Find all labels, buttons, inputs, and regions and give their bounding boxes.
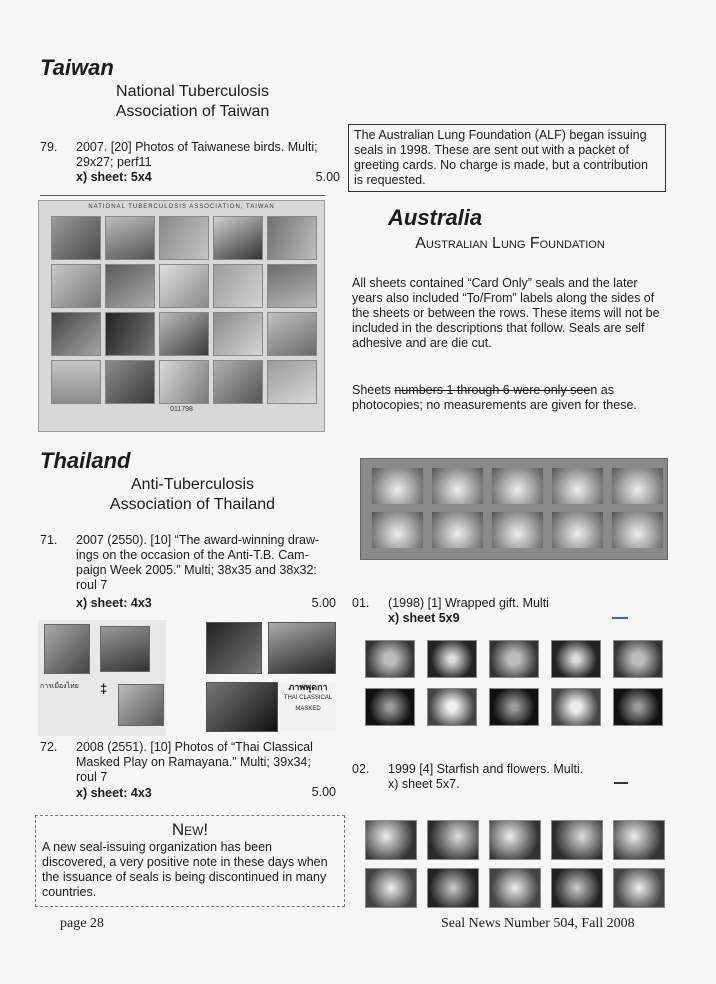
entry-number: 01. <box>352 596 370 610</box>
australia-entry-02 <box>352 762 652 794</box>
bird-stamp <box>159 264 209 308</box>
starfish-flowers-seals <box>365 640 665 730</box>
butterfly-seal <box>427 868 479 908</box>
bird-stamp <box>213 264 263 308</box>
butterfly-seals <box>365 820 665 920</box>
entry-price: 5.00 <box>311 596 336 610</box>
bird-stamp <box>213 312 263 356</box>
drawing-seal <box>100 626 150 672</box>
australia-entry-01 <box>352 596 652 628</box>
masked-play-seal <box>268 622 336 674</box>
price-dash <box>612 617 628 619</box>
entry-price: 5.00 <box>315 170 340 184</box>
entry-line: roul 7 <box>76 578 108 592</box>
masked-play-seal <box>206 682 278 732</box>
new-organization-box <box>35 815 345 907</box>
bird-stamp-grid <box>51 216 324 404</box>
gift-seal <box>431 511 484 549</box>
entry-line: Masked Play on Ramayana.” Multi; 39x34; <box>76 755 311 769</box>
note-text: Sheets <box>352 383 395 397</box>
starfish-seal <box>427 640 477 678</box>
australia-photocopy-note <box>352 383 660 413</box>
gift-seal <box>431 467 484 505</box>
australia-heading: Australia <box>388 205 483 230</box>
taiwan-heading: Taiwan <box>40 55 114 80</box>
entry-line: 2007 (2550). [10] “The award-winning draw- <box>76 533 320 547</box>
new-box-text: A new seal-issuing organization has been discovered, a very positive note in these days when the issuance of seals is being discontinued in many countries. <box>42 840 328 899</box>
bird-stamp <box>159 216 209 260</box>
drawing-seal <box>118 684 164 726</box>
divider <box>40 195 325 196</box>
thailand-entry-71 <box>40 533 340 613</box>
butterfly-seal <box>365 820 417 860</box>
thailand-seal-images <box>38 620 338 736</box>
entry-sheet: x) sheet: 4x3 <box>76 786 152 800</box>
australia-org-name: Australian Lung Foundation <box>415 235 605 252</box>
thailand-org-line1: Anti-Tuberculosis <box>130 476 254 493</box>
entry-price: 5.00 <box>311 785 336 799</box>
gift-seal <box>491 511 544 549</box>
bird-stamp <box>159 360 209 404</box>
entry-sheet: x) sheet: 5x4 <box>76 170 152 184</box>
new-box-title: New! <box>171 820 209 839</box>
starfish-seal <box>489 688 539 726</box>
australia-intro-paragraph: All sheets contained “Card Only” seals and the later years also included “To/From” labels along the sides of the sheets or between the rows. These items will not be included in the descriptions that follow. Seals are self adhesive and are die cut. <box>352 276 660 350</box>
flower-seal <box>551 688 601 726</box>
bird-stamp <box>213 360 263 404</box>
masked-play-seal <box>206 622 262 674</box>
entry-text <box>76 740 340 801</box>
bird-stamp <box>51 312 101 356</box>
gift-seal <box>371 511 424 549</box>
bird-stamp <box>105 312 155 356</box>
butterfly-seal <box>551 868 603 908</box>
bird-stamp <box>213 216 263 260</box>
taiwan-org-line2: Association of Taiwan <box>115 103 270 120</box>
entry-line: (1998) [1] Wrapped gift. Multi <box>388 596 549 610</box>
bird-stamp <box>105 264 155 308</box>
gift-seal <box>551 511 604 549</box>
butterfly-seal <box>613 820 665 860</box>
entry-line: 29x27; perf11 <box>76 155 152 169</box>
bird-stamp <box>51 264 101 308</box>
entry-text <box>76 533 340 611</box>
taiwan-bird-sheet <box>38 200 325 432</box>
entry-number: 79. <box>40 140 58 154</box>
taiwan-entry-79 <box>40 140 340 188</box>
bird-stamp <box>267 312 317 356</box>
flower-seal <box>427 688 477 726</box>
note-text: n as photocopies; no measurements are given for these. <box>352 383 637 412</box>
bird-stamp <box>267 264 317 308</box>
entry-line: 1999 [4] Starfish and flowers. Multi. <box>388 762 584 776</box>
flower-seal <box>365 640 415 678</box>
entry-line: paign Week 2005.” Multi; 38x35 and 38x32: <box>76 563 317 577</box>
thailand-org-line2: Association of Thailand <box>109 496 276 513</box>
thai-label: การเมื่องไทย <box>40 683 79 690</box>
gift-seal-grid <box>371 467 667 549</box>
taiwan-org-line1: National Tuberculosis <box>116 83 269 100</box>
entry-number: 71. <box>40 533 58 547</box>
entry-line: roul 7 <box>76 770 108 784</box>
sheet-header: NATIONAL TUBERCULOSIS ASSOCIATION, TAIWAN <box>88 204 275 210</box>
entry-sheet: x) sheet: 4x3 <box>76 596 152 610</box>
bird-stamp <box>51 216 101 260</box>
bird-stamp <box>51 360 101 404</box>
thailand-org-name <box>60 475 325 515</box>
drawing-seal <box>44 624 90 674</box>
note-struck-text: numbers 1 through 6 were only see <box>394 383 591 397</box>
bird-stamp <box>267 360 317 404</box>
bird-stamp <box>105 360 155 404</box>
starfish-seal <box>613 688 663 726</box>
butterfly-seal-grid <box>365 820 665 908</box>
alf-info-text: The Australian Lung Foundation (ALF) began issuing seals in 1998. These are sent out with a packet of greeting cards. No charge is made, but a contribution is requested. <box>354 128 648 187</box>
thai-label: ภาพพุดกา <box>288 682 328 692</box>
gift-seal <box>551 467 604 505</box>
bird-stamp <box>159 312 209 356</box>
entry-line: 2008 (2551). [10] Photos of “Thai Classical <box>76 740 313 754</box>
gift-seal <box>371 467 424 505</box>
entry-sheet: x) sheet 5x9 <box>388 611 460 625</box>
entry-number: 72. <box>40 740 58 754</box>
wrapped-gift-sheet <box>360 458 668 560</box>
alf-info-box <box>348 124 666 192</box>
butterfly-seal <box>613 868 665 908</box>
entry-number: 02. <box>352 762 370 776</box>
starfish-seal <box>551 640 601 678</box>
sheet-serial: 011798 <box>170 406 193 413</box>
flower-seal <box>613 640 663 678</box>
bird-stamp <box>267 216 317 260</box>
gift-seal <box>611 467 664 505</box>
butterfly-seal <box>551 820 603 860</box>
butterfly-seal <box>489 820 541 860</box>
butterfly-seal <box>427 820 479 860</box>
gift-seal <box>611 511 664 549</box>
butterfly-seal <box>489 868 541 908</box>
cross-of-lorraine-icon: ‡ <box>100 681 108 696</box>
starfish-seal <box>365 688 415 726</box>
flower-seal <box>489 640 539 678</box>
bird-stamp <box>105 216 155 260</box>
entry-line: ings on the occasion of the Anti-T.B. Cam- <box>76 548 309 562</box>
entry-text <box>388 596 652 626</box>
entry-text <box>76 140 340 185</box>
masked-play-label <box>280 682 336 730</box>
award-drawings-sheet <box>38 620 166 736</box>
gift-seal <box>491 467 544 505</box>
page-number: page 28 <box>60 916 104 931</box>
label-english: THAI CLASSICAL MASKED <box>283 695 333 712</box>
price-dash <box>614 782 628 784</box>
starfish-seal-grid <box>365 640 665 726</box>
thailand-heading: Thailand <box>40 448 131 473</box>
entry-text <box>388 762 652 792</box>
taiwan-org-name <box>60 82 325 122</box>
butterfly-seal <box>365 868 417 908</box>
entry-sheet: x) sheet 5x7. <box>388 777 460 791</box>
publication-footer: Seal News Number 504, Fall 2008 <box>441 916 635 931</box>
thailand-entry-72 <box>40 740 340 804</box>
entry-line: 2007. [20] Photos of Taiwanese birds. Multi; <box>76 140 318 154</box>
